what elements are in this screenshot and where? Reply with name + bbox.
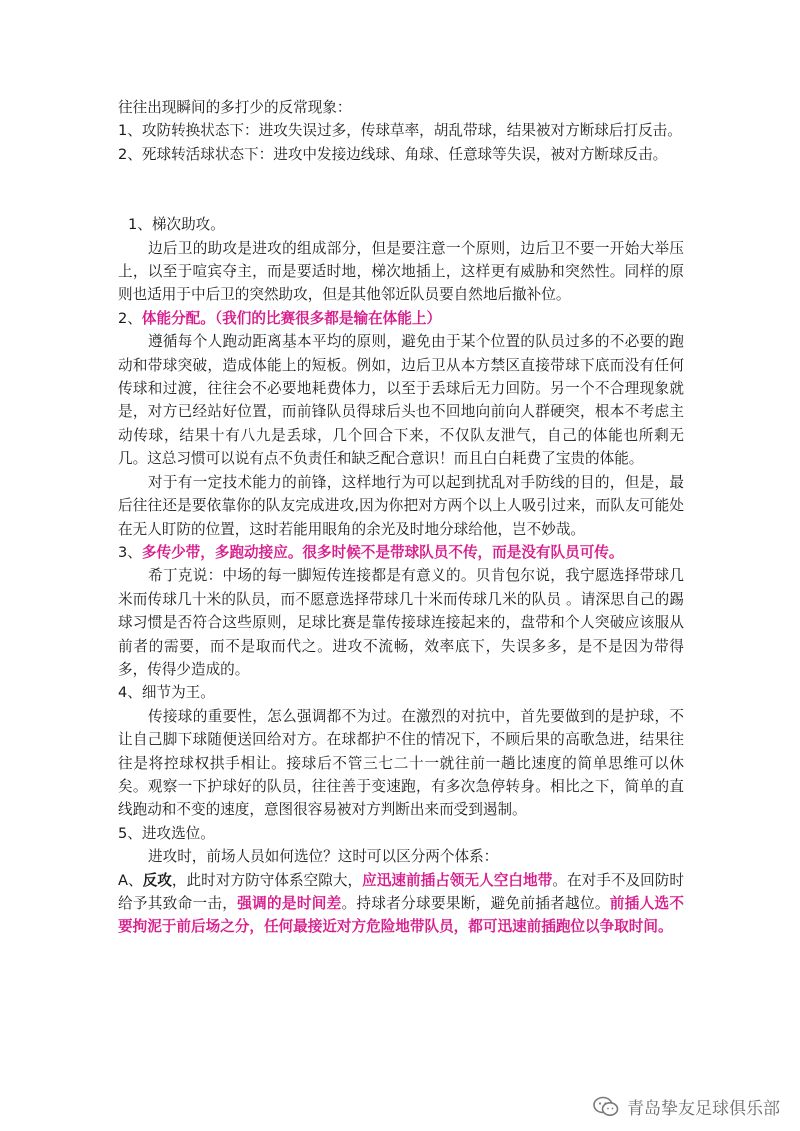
section-5-point-a — [118, 869, 684, 939]
point-a-highlight-3: 前插人选不要拘泥于前后场之分，任何最接近对方危险地带队员，都可迅速前插跑位以争取时间。 — [118, 895, 684, 936]
section-3-heading: 多传少带，多跑动接应。很多时候不是带球队员不传，而是没有队员可传。 — [141, 543, 624, 561]
section-4-body: 传接球的重要性，怎么强调都不为过。在激烈的对抗中，首先要做到的是护球，不让自己脚下球随便送回给对方。在球都护不住的情况下，不顾后果的高歌急进，结果往往是将控球权拱手相让。接球后不管三七二十一就往前一趟比速度的简单思维可以休矣。观察一下护球好的队员，往往善于变速跑，有多次急停转身。相比之下，简单的直线跑动和不变的速度，意图很容易被对方判断出来而受到遏制。 — [118, 707, 684, 819]
point-a-text-2: 。在对手不及回防时给予其致命一击， — [118, 871, 684, 912]
point-a-text-3: 。持球者分球要果断，避免前插者越位。 — [341, 895, 610, 912]
point-a-prefix: A、 — [118, 871, 143, 889]
section-1-title: 1、梯次助攻。 — [128, 216, 225, 234]
section-2-heading: 体能分配。（我们的比赛很多都是输在体能上） — [141, 309, 442, 327]
list-item-2: 2、死球转活球状态下：进攻中发接边线球、角球、任意球等失误，被对方断球反击。 — [118, 145, 668, 163]
section-3-body: 希丁克说：中场的每一脚短传连接都是有意义的。贝肯包尔说，我宁愿选择带球几米而传球几十米的队员，而不愿意选择带球几十米而传球几米的队员 。请深思自己的踢球习惯是否符合这些原则，足球比赛是靠传接球连接起来的，盘带和个人突破应该服从前者的需要，而不是取而代之。进攻不流畅，效率底下，失误多多，是不是因为带得多，传得少造成的。 — [118, 567, 684, 678]
section-5-intro: 进攻时，前场人员如何选位？这时可以区分两个体系： — [148, 848, 499, 866]
section-2-body-1: 遵循每个人跑动距离基本平均的原则，避免由于某个位置的队员过多的不必要的跑动和带球突破，造成体能上的短板。例如，边后卫从本方禁区直接带球下底而没有任何传球和过渡，往往会不必要地耗费体力，以至于丢球后无力回防。另一个不合理现象就是，对方已经站好位置，而前锋队员得球后头也不回地向前向人群硬突，根本不考虑主动传球，结果十有八九是丢球，几个回合下来，不仅队友泄气，自己的体能也所剩无几。这总习惯可以说有点不负责任和缺乏配合意识！而且白白耗费了宝贵的体能。 — [118, 333, 684, 468]
document-body — [118, 96, 684, 939]
watermark-text: 青岛挚友足球俱乐部 — [627, 1099, 780, 1119]
section-2-num: 2、 — [118, 309, 142, 327]
section-3-num: 3、 — [118, 543, 142, 561]
list-item-1: 1、攻防转换状态下：进攻失误过多，传球草率，胡乱带球，结果被对方断球后打反击。 — [118, 122, 682, 140]
wechat-icon — [593, 1096, 619, 1118]
intro-line: 往往出现瞬间的多打少的反常现象： — [118, 99, 352, 116]
section-1-body: 边后卫的助攻是进攻的组成部分，但是要注意一个原则，边后卫不要一开始大举压上，以至于喧宾夺主，而是要适时地，梯次地插上，这样更有威胁和突然性。同样的原则也适用于中后卫的突然助攻，但是其他邻近队员要自然地后撤补位。 — [118, 239, 684, 304]
section-4-title: 4、细节为王。 — [118, 684, 215, 702]
spacer — [118, 166, 684, 213]
point-a-highlight-2: 强调的是时间差 — [237, 895, 342, 912]
section-5-title: 5、进攻选位。 — [118, 824, 215, 842]
watermark — [593, 1094, 780, 1119]
point-a-text-1: ，此时对方防守体系空隙大， — [171, 871, 363, 889]
point-a-highlight-1: 应迅速前插占领无人空白地带 — [362, 871, 553, 889]
section-2-title — [118, 307, 684, 330]
point-a-bold: 反攻 — [142, 871, 172, 889]
section-3-title — [118, 541, 684, 564]
section-2-body-2: 对于有一定技术能力的前锋，这样地行为可以起到扰乱对手防线的目的，但是，最后往往还是要依靠你的队友完成进攻,因为你把对方两个以上人吸引过来，而队友可能处在无人盯防的位置，这时若能用眼角的余光及时地分球给他，岂不妙哉。 — [118, 473, 684, 538]
